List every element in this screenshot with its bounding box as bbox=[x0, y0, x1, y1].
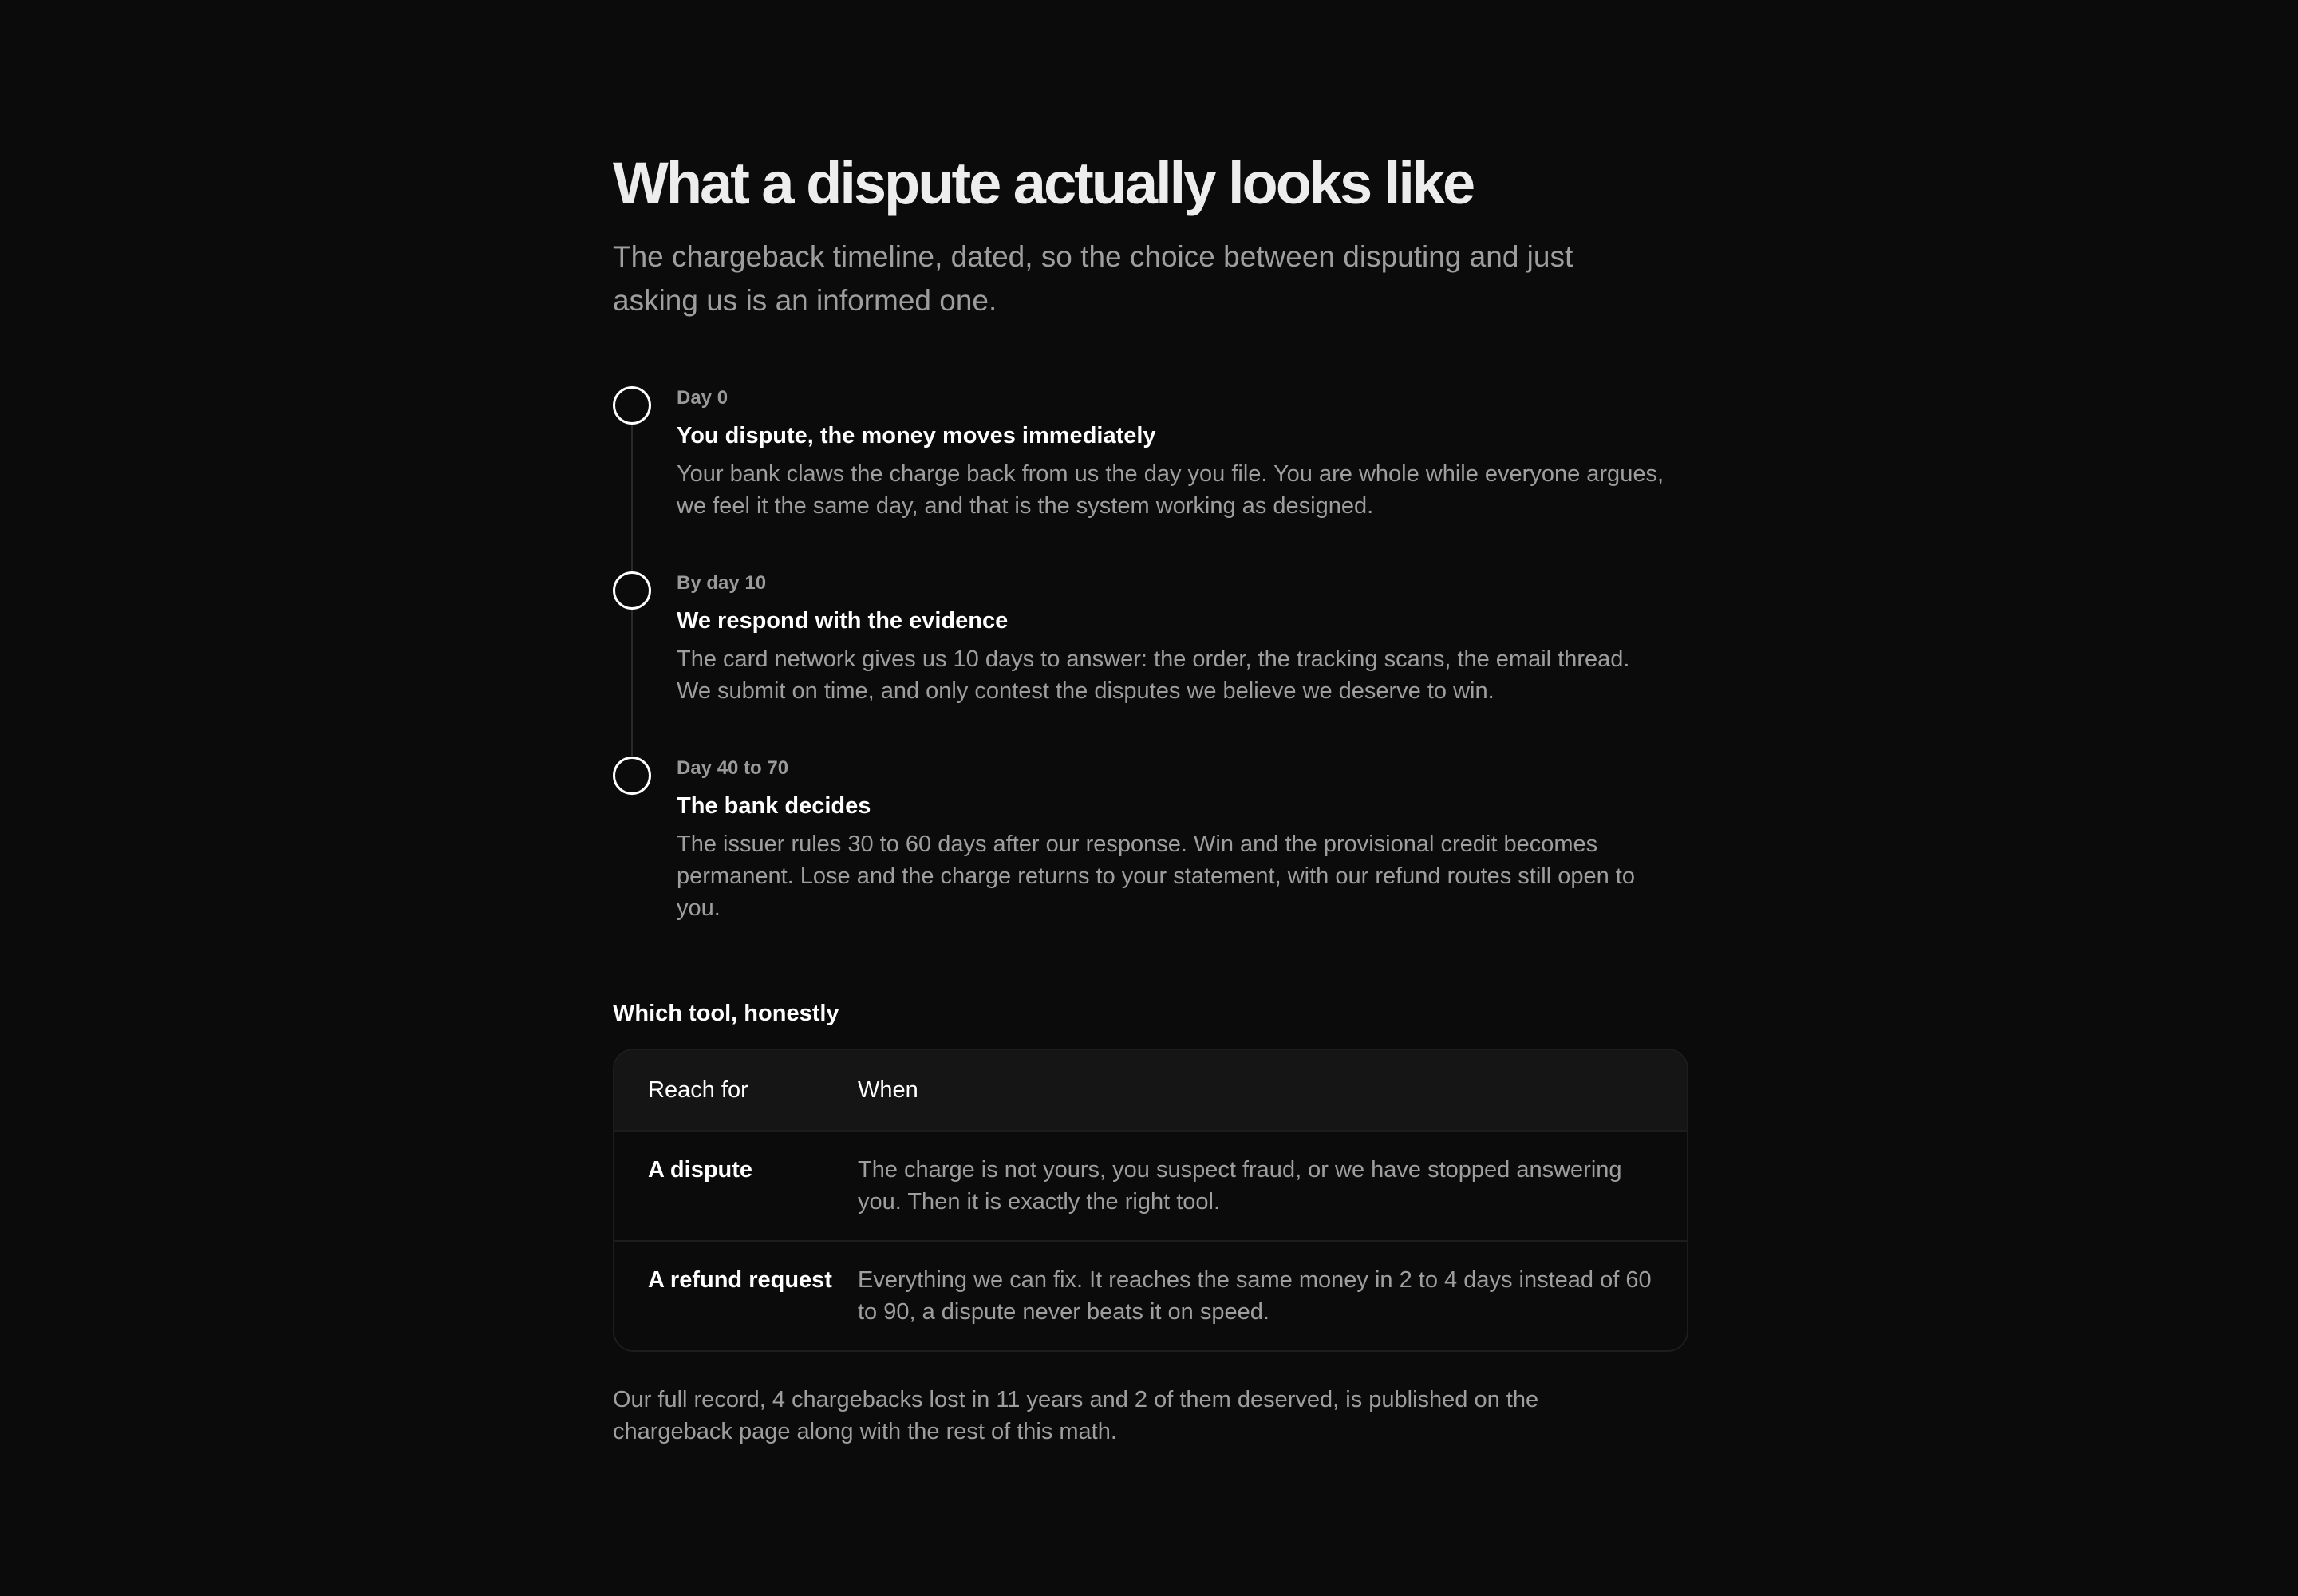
tool-name: A refund request bbox=[648, 1267, 832, 1293]
timeline-heading: You dispute, the money moves immediately bbox=[677, 423, 1156, 448]
timeline-body: Your bank claws the charge back from us the day you file. You are whole while everyone argues, we feel it the same day, and that is the system working as designed. bbox=[677, 461, 1664, 519]
footer-note: Our full record, 4 chargebacks lost in 11 years and 2 of them deserved, is published on the chargeback page along with the rest of this math. bbox=[613, 1387, 1539, 1444]
table-row bbox=[614, 1240, 1687, 1350]
timeline-dot-icon bbox=[613, 571, 651, 610]
tool-comparison-table bbox=[613, 1049, 1688, 1352]
timeline-date: Day 40 to 70 bbox=[677, 757, 789, 779]
tool-when: The charge is not yours, you suspect fraud, or we have stopped answering you. Then it is exactly the right tool. bbox=[858, 1157, 1622, 1215]
table-header-row bbox=[614, 1050, 1687, 1130]
timeline-dot-icon bbox=[613, 757, 651, 795]
timeline-body: The issuer rules 30 to 60 days after our response. Win and the provisional credit becomes permanent. Lose and the charge returns to your statement, with our refund routes still open to you. bbox=[677, 832, 1635, 921]
timeline-item bbox=[613, 757, 1685, 924]
timeline-dot-icon bbox=[613, 386, 651, 425]
timeline-item bbox=[613, 386, 1685, 522]
tool-when: Everything we can fix. It reaches the same money in 2 to 4 days instead of 60 to 90, a dispute never beats it on speed. bbox=[858, 1267, 1652, 1325]
page-subtitle: The chargeback timeline, dated, so the choice between disputing and just asking us is an informed one. bbox=[613, 240, 1573, 317]
timeline-date: By day 10 bbox=[677, 572, 767, 594]
column-header-when: When bbox=[858, 1077, 918, 1103]
column-header-reach-for: Reach for bbox=[648, 1077, 748, 1103]
timeline-heading: The bank decides bbox=[677, 793, 871, 819]
page-content bbox=[613, 148, 1685, 1471]
timeline-body: The card network gives us 10 days to answer: the order, the tracking scans, the email thread. We submit on time, and only contest the disputes we believe we deserve to win. bbox=[677, 646, 1630, 704]
table-row bbox=[614, 1130, 1687, 1240]
page-title: What a dispute actually looks like bbox=[613, 150, 1474, 216]
timeline-heading: We respond with the evidence bbox=[677, 608, 1009, 634]
tool-name: A dispute bbox=[648, 1157, 753, 1183]
timeline-item bbox=[613, 571, 1685, 707]
chargeback-timeline bbox=[613, 386, 1685, 924]
tool-section-heading: Which tool, honestly bbox=[613, 1001, 839, 1026]
timeline-date: Day 0 bbox=[677, 387, 728, 409]
